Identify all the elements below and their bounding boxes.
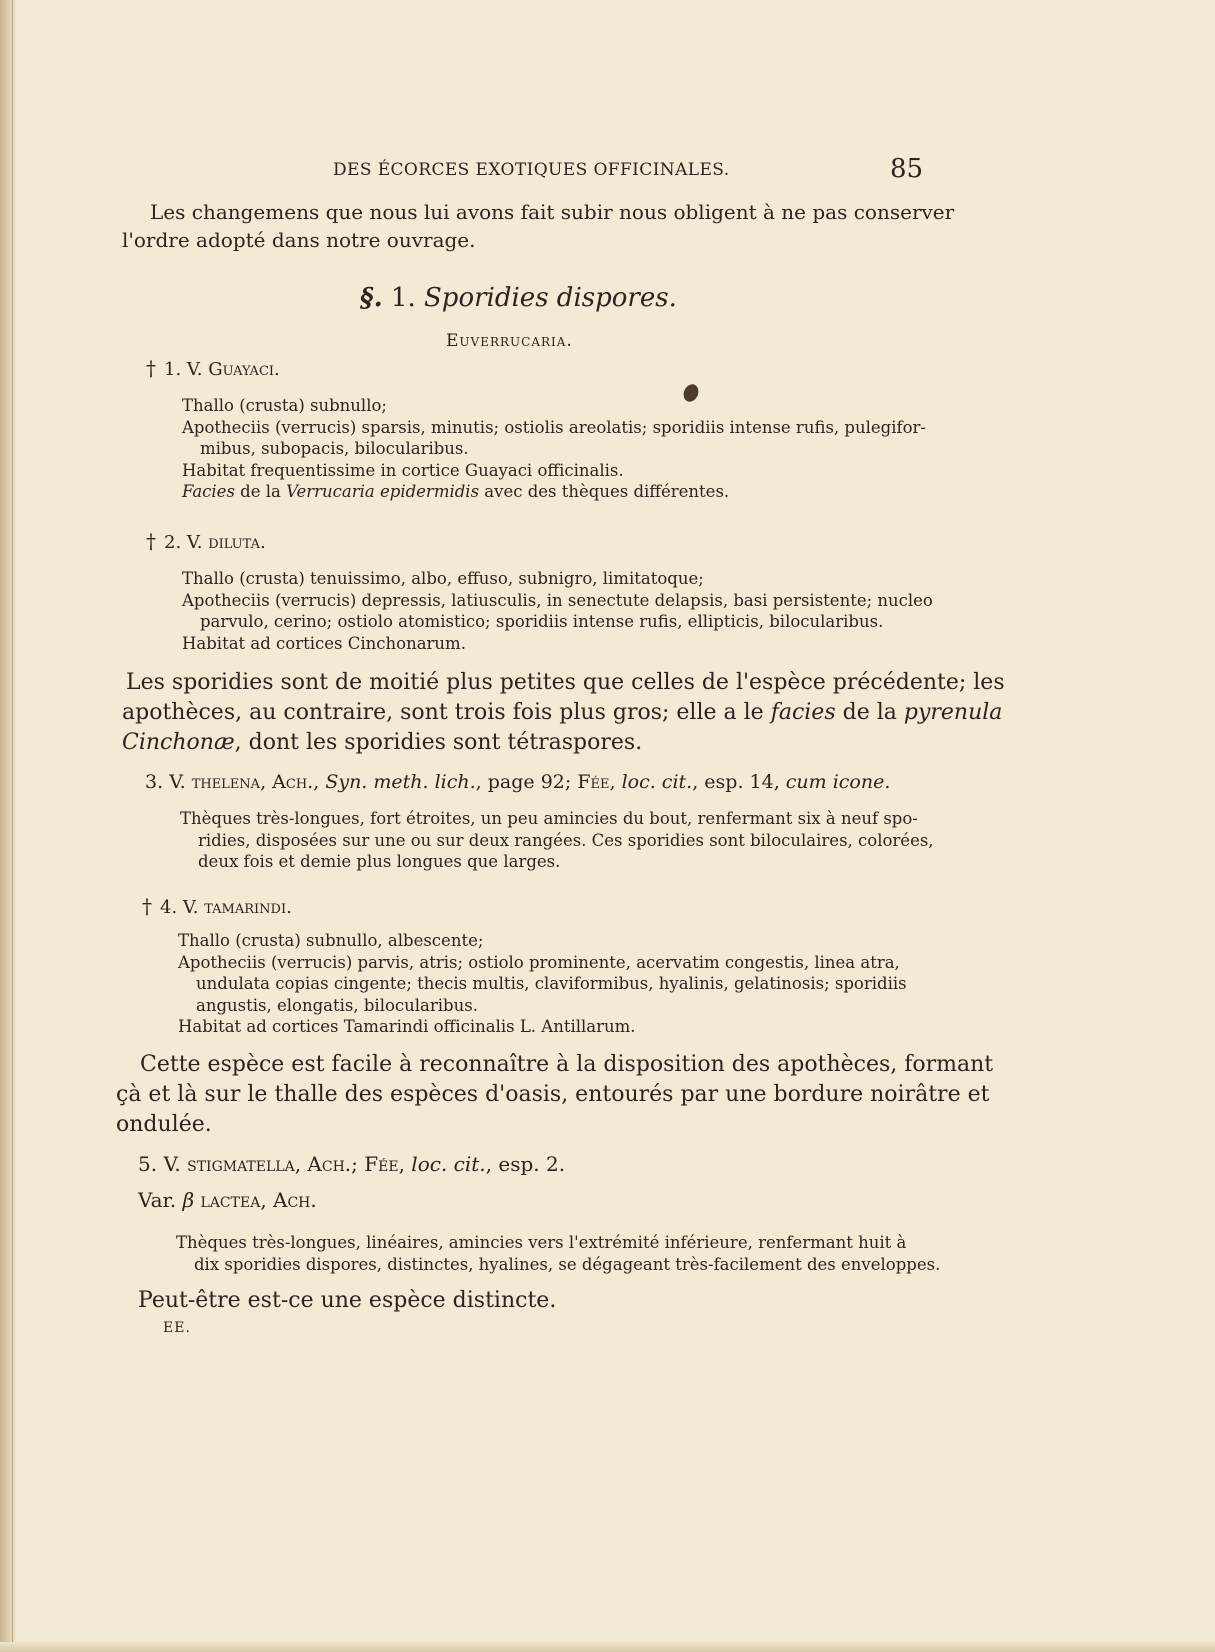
entry-author: Ach.,: [272, 771, 320, 793]
comment-italic: pyrenula: [903, 700, 1003, 725]
entry-fee: Fée,: [364, 1152, 405, 1176]
description-line: Habitat ad cortices Cinchonarum.: [182, 633, 466, 653]
entry-3-description: [180, 808, 934, 873]
entry-5-comment: Peut-être est-ce une espèce distincte.: [138, 1288, 557, 1313]
description-line: Thallo (crusta) subnullo;: [182, 396, 387, 415]
comment-italic: Cinchonæ: [122, 730, 235, 755]
facies-end: avec des thèques différentes.: [479, 482, 730, 501]
page-number: 85: [890, 154, 924, 184]
facies-mid: de la: [234, 482, 287, 501]
description-line: Apotheciis (verrucis) depressis, latiusculis, in senectute delapsis, basi persistente; nucleo: [182, 590, 933, 610]
comment-italic: facies: [770, 700, 836, 725]
entry-esp: , esp. 14,: [692, 771, 786, 793]
entry-1-description: [182, 395, 926, 503]
facies-word: Facies: [182, 482, 235, 501]
entry-4-comment: [116, 1050, 993, 1140]
entry-loc: loc. cit.: [621, 771, 693, 793]
entry-esp: , esp. 2.: [485, 1152, 566, 1176]
entry-2-description: [182, 568, 933, 654]
description-line: ridies, disposées sur une ou sur deux rangées. Ces sporidies sont biloculaires, colorées,: [198, 830, 934, 850]
entry-4-heading: [142, 894, 292, 918]
entry-2-comment: [122, 668, 1005, 758]
entry-page: , page 92;: [475, 771, 578, 793]
entry-1-heading: [146, 356, 280, 380]
entry-reference: Syn. meth. lich.: [325, 771, 476, 793]
description-line: deux fois et demie plus longues que larges.: [198, 852, 561, 871]
description-line: Habitat frequentissime in cortice Guayaci officinalis.: [182, 460, 624, 480]
section-title: Sporidies dispores.: [424, 283, 677, 313]
facies-line: [182, 481, 926, 503]
description-line: angustis, elongatis, bilocularibus.: [196, 995, 478, 1015]
entry-name: thelena,: [191, 771, 267, 793]
page-bottom-edge: [0, 1642, 1215, 1652]
entry-4-description: [178, 930, 907, 1038]
description-line: Apotheciis (verrucis) sparsis, minutis; ostiolis areolatis; sporidiis intense rufis, pulegifor-: [182, 417, 926, 437]
comment-line: [122, 698, 1005, 728]
entry-title: 2. V. diluta.: [164, 532, 266, 553]
entry-number: 3.: [145, 771, 164, 793]
description-line: Thallo (crusta) tenuissimo, albo, effuso, subnigro, limitatoque;: [182, 569, 704, 588]
page-binding-edge: [0, 0, 16, 1652]
entry-title: 4. V. tamarindi.: [160, 897, 292, 918]
section-mark: §.: [360, 283, 383, 313]
dagger-mark: †: [146, 529, 156, 553]
description-line: Thallo (crusta) subnullo, albescente;: [178, 931, 484, 950]
description-line: dix sporidies dispores, distinctes, hyalines, se dégageant très-facilement des enveloppes.: [194, 1254, 941, 1274]
dagger-mark: †: [146, 356, 156, 380]
description-line: Thèques très-longues, linéaires, amincies vers l'extrémité inférieure, renfermant huit à: [176, 1233, 907, 1252]
comment-line: ondulée.: [116, 1112, 212, 1137]
running-header: DES ÉCORCES EXOTIQUES OFFICINALES.: [333, 160, 730, 180]
subheading: Euverrucaria.: [446, 331, 573, 351]
variety-greek: β: [182, 1188, 195, 1212]
intro-line: Les changemens que nous lui avons fait subir nous obligent à ne pas conserver: [150, 200, 955, 224]
comment-line: Les sporidies sont de moitié plus petites que celles de l'espèce précédente; les: [126, 670, 1005, 695]
entry-number: 5. V.: [138, 1152, 188, 1176]
description-line: mibus, subopacis, bilocularibus.: [200, 439, 469, 458]
entry-5-variety: [138, 1188, 317, 1212]
section-number: 1.: [390, 283, 416, 313]
entry-3-heading: [145, 771, 890, 793]
dagger-mark: †: [142, 894, 152, 918]
printer-signature: EE.: [163, 1320, 191, 1336]
description-line: Thèques très-longues, fort étroites, un peu amincies du bout, renfermant six à neuf spo-: [180, 809, 918, 828]
entry-title: 1. V. Guayaci.: [164, 359, 280, 380]
entry-5-heading: [138, 1152, 565, 1176]
variety-name: lactea, Ach.: [194, 1188, 317, 1212]
intro-line: l'ordre adopté dans notre ouvrage.: [122, 228, 476, 252]
entry-fee: Fée,: [577, 771, 616, 793]
comment-text: de la: [835, 700, 904, 725]
comment-text: apothèces, au contraire, sont trois fois plus gros; elle a le: [122, 700, 771, 725]
entry-5-description: [176, 1232, 940, 1275]
entry-genus: V.: [169, 771, 186, 793]
description-line: Apotheciis (verrucis) parvis, atris; ostiolo prominente, acervatim congestis, linea atra,: [178, 952, 900, 972]
comment-line: Cette espèce est facile à reconnaître à la disposition des apothèces, formant: [140, 1052, 994, 1077]
description-line: parvulo, cerino; ostiolo atomistico; sporidiis intense rufis, ellipticis, bilocularibus.: [200, 612, 884, 631]
facies-species: Verrucaria epidermidis: [286, 482, 480, 501]
section-heading: [360, 283, 677, 313]
comment-line: [122, 728, 1005, 758]
description-line: undulata copias cingente; thecis multis, claviformibus, hyalinis, gelatinosis; sporidiis: [196, 974, 907, 993]
variety-label: Var.: [138, 1188, 183, 1212]
entry-author: Ach.;: [301, 1152, 365, 1176]
comment-line: çà et là sur le thalle des espèces d'oasis, entourés par une bordure noirâtre et: [116, 1082, 990, 1107]
comment-text: , dont les sporidies sont tétraspores.: [234, 730, 643, 755]
entry-name: stigmatella,: [187, 1152, 302, 1176]
description-line: Habitat ad cortices Tamarindi officinalis L. Antillarum.: [178, 1017, 636, 1036]
entry-loc: loc. cit.: [411, 1152, 486, 1176]
intro-paragraph: [122, 198, 954, 254]
entry-2-heading: [146, 529, 266, 553]
entry-cum: cum icone.: [785, 771, 891, 793]
